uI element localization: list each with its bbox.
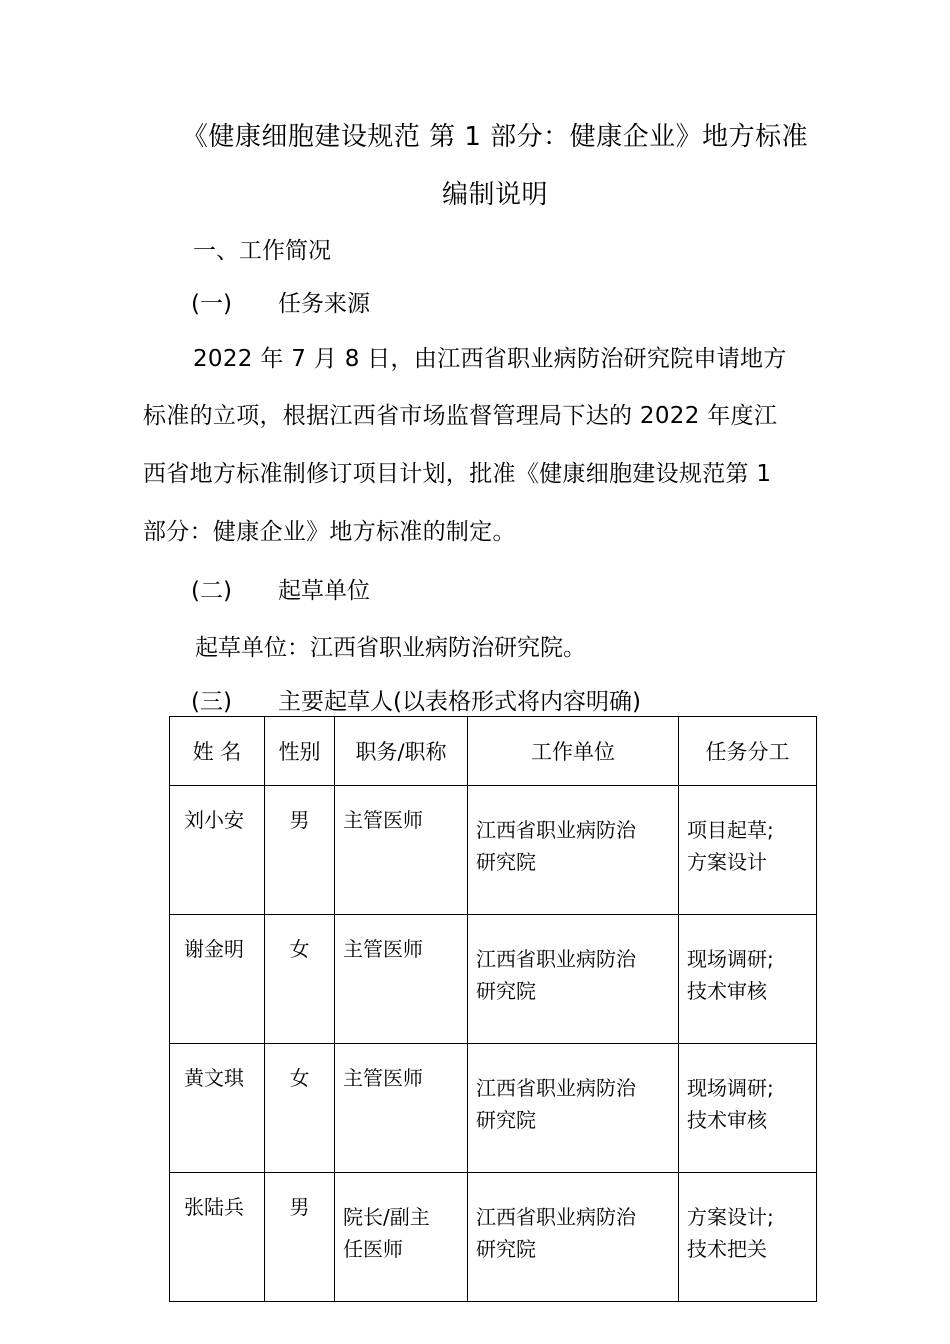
cell-title-line: 主管医师 <box>343 1066 423 1090</box>
header-task: 任务分工 <box>679 717 817 786</box>
cell-name: 黄文琪 <box>170 1044 265 1173</box>
cell-title <box>335 786 468 915</box>
cell-unit <box>468 786 679 915</box>
cell-task <box>679 915 817 1044</box>
cell-name: 张陆兵 <box>170 1173 265 1302</box>
cell-title-line: 任医师 <box>343 1237 403 1261</box>
table-row <box>170 1044 817 1173</box>
cell-task-line: 技术审核 <box>687 979 767 1003</box>
cell-name: 谢金明 <box>170 915 265 1044</box>
cell-unit-line: 研究院 <box>476 1237 536 1261</box>
subsection-3-number: (三) <box>191 689 232 715</box>
cell-task <box>679 1173 817 1302</box>
paragraph-line-4: 部分：健康企业》地方标准的制定。 <box>143 519 516 545</box>
cell-unit <box>468 1173 679 1302</box>
cell-title-line: 主管医师 <box>343 808 423 832</box>
drafters-table <box>169 716 817 1302</box>
cell-gender: 男 <box>265 1173 335 1302</box>
section-heading-1: 一、工作简况 <box>193 238 331 264</box>
drafter-unit-line: 起草单位：江西省职业病防治研究院。 <box>195 635 586 661</box>
paragraph-line-1: 2022 年 7 月 8 日，由江西省职业病防治研究院申请地方 <box>193 346 787 372</box>
cell-title-line: 院长/副主 <box>343 1205 430 1229</box>
cell-name: 刘小安 <box>170 786 265 915</box>
cell-gender: 女 <box>265 915 335 1044</box>
subsection-2-title: 起草单位 <box>278 578 370 604</box>
cell-task-line: 方案设计; <box>687 1205 774 1229</box>
cell-unit-line: 研究院 <box>476 1108 536 1132</box>
cell-task-line: 现场调研; <box>687 1076 774 1100</box>
cell-task <box>679 1044 817 1173</box>
cell-task-line: 技术把关 <box>687 1237 767 1261</box>
cell-unit-line: 江西省职业病防治 <box>476 1076 636 1100</box>
table-row <box>170 1173 817 1302</box>
cell-unit-line: 研究院 <box>476 850 536 874</box>
header-name: 姓 名 <box>170 717 265 786</box>
cell-task-line: 项目起草; <box>687 818 774 842</box>
cell-title-line: 主管医师 <box>343 937 423 961</box>
subsection-1-number: (一) <box>191 291 232 317</box>
cell-title <box>335 915 468 1044</box>
cell-gender: 男 <box>265 786 335 915</box>
cell-title <box>335 1173 468 1302</box>
subsection-1-title: 任务来源 <box>278 291 370 317</box>
cell-unit <box>468 915 679 1044</box>
cell-unit-line: 江西省职业病防治 <box>476 818 636 842</box>
header-title: 职务/职称 <box>335 717 468 786</box>
paragraph-line-3: 西省地方标准制修订项目计划，批准《健康细胞建设规范第 1 <box>143 461 772 487</box>
cell-task-line: 现场调研; <box>687 947 774 971</box>
cell-gender: 女 <box>265 1044 335 1173</box>
doc-title-line1: 《健康细胞建设规范 第 1 部分：健康企业》地方标准 <box>181 122 809 152</box>
header-gender: 性别 <box>265 717 335 786</box>
doc-title-line2: 编制说明 <box>441 180 548 210</box>
subsection-2-number: (二) <box>191 578 232 604</box>
subsection-3-title: 主要起草人(以表格形式将内容明确) <box>278 689 641 715</box>
table-row <box>170 915 817 1044</box>
cell-unit-line: 江西省职业病防治 <box>476 1205 636 1229</box>
cell-unit-line: 研究院 <box>476 979 536 1003</box>
cell-unit <box>468 1044 679 1173</box>
table-header-row <box>170 717 817 786</box>
table-row <box>170 786 817 915</box>
cell-unit-line: 江西省职业病防治 <box>476 947 636 971</box>
cell-task-line: 技术审核 <box>687 1108 767 1132</box>
paragraph-line-2: 标准的立项，根据江西省市场监督管理局下达的 2022 年度江 <box>143 403 778 429</box>
cell-title <box>335 1044 468 1173</box>
header-unit: 工作单位 <box>468 717 679 786</box>
cell-task-line: 方案设计 <box>687 850 767 874</box>
cell-task <box>679 786 817 915</box>
